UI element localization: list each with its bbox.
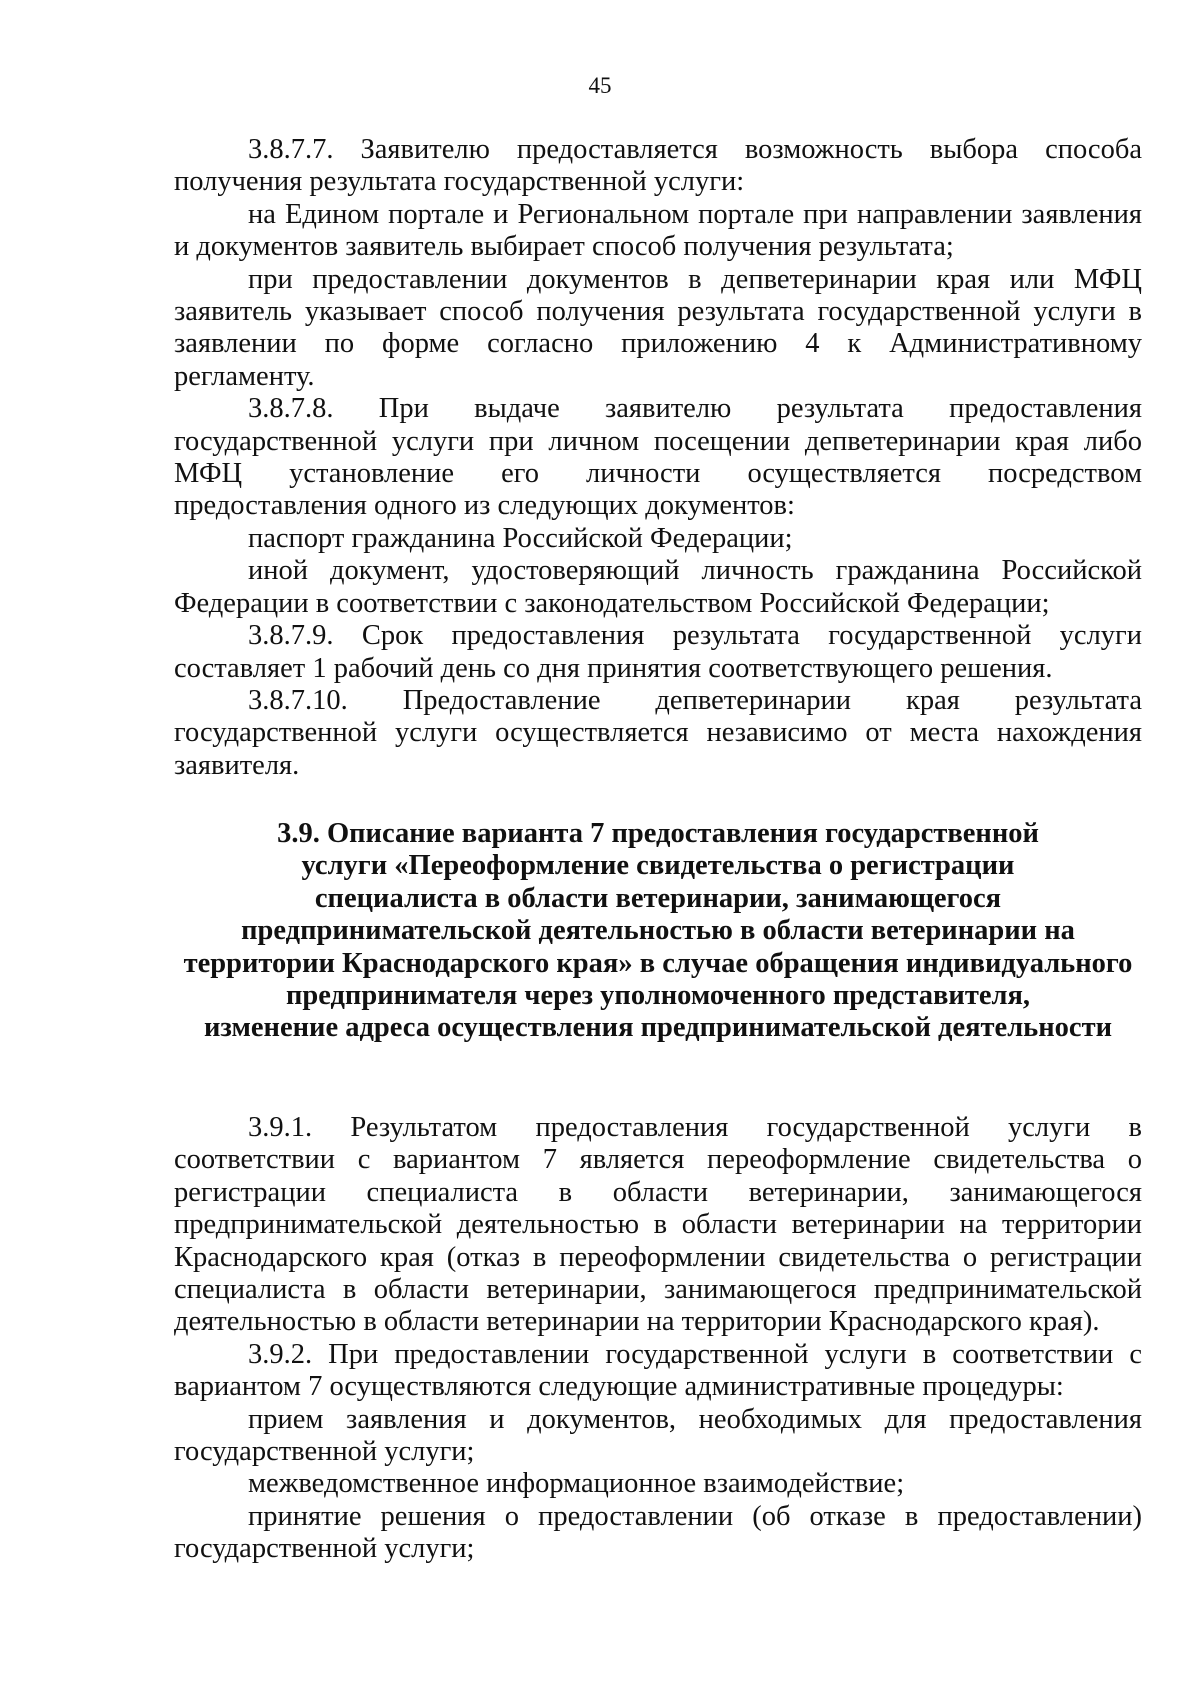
- heading-line: территории Краснодарского края» в случае обращения индивидуального: [183, 947, 1133, 979]
- paragraph-other-document: иной документ, удостоверяющий личность гражданина Российской Федерации в соответствии с законодательством Российской Федерации;: [174, 555, 1142, 619]
- section-3-9-body: [174, 1112, 1142, 1566]
- paragraph-option-mfc: при предоставлении документов в депветеринарии края или МФЦ заявитель указывает способ получения результата государственной услуги в заявлении по форме согласно приложению 4 к Административному регламенту.: [174, 263, 1142, 392]
- heading-line: специалиста в области ветеринарии, занимающегося: [314, 882, 1002, 914]
- paragraph-procedure-interagency: межведомственное информационное взаимодействие;: [248, 1468, 905, 1500]
- paragraph-3-8-7-9: 3.8.7.9. Срок предоставления результата государственной услуги составляет 1 рабочий день со дня принятия соответствующего решения.: [174, 620, 1142, 684]
- paragraph-3-8-7-10: 3.8.7.10. Предоставление депветеринарии края результата государственной услуги осуществляется независимо от места нахождения заявителя.: [174, 684, 1142, 781]
- paragraph-option-portal: на Едином портале и Региональном портале при направлении заявления и документов заявитель выбирает способ получения результата;: [174, 198, 1142, 263]
- heading-line: 3.9. Описание варианта 7 предоставления государственной: [277, 818, 1039, 849]
- section-3-9-heading: [174, 818, 1142, 1045]
- heading-line: услуги «Переоформление свидетельства о регистрации: [301, 850, 1015, 882]
- paragraph-3-9-2: 3.9.2. При предоставлении государственной услуги в соответствии с вариантом 7 осуществляются следующие административные процедуры:: [174, 1338, 1142, 1403]
- heading-line: предпринимателя через уполномоченного представителя,: [285, 980, 1031, 1012]
- paragraph-passport: паспорт гражданина Российской Федерации;: [248, 522, 793, 554]
- paragraph-3-8-7-7: 3.8.7.7. Заявителю предоставляется возможность выбора способа получения результата государственной услуги:: [174, 134, 1142, 198]
- paragraph-procedure-intake: прием заявления и документов, необходимых для предоставления государственной услуги;: [174, 1403, 1142, 1468]
- paragraph-3-8-7-8: 3.8.7.8. При выдаче заявителю результата предоставления государственной услуги при личном посещении депветеринарии края либо МФЦ установление его личности осуществляется посредством предоставления одного из следующих документов:: [174, 393, 1142, 522]
- heading-line: изменение адреса осуществления предпринимательской деятельности: [204, 1012, 1112, 1044]
- heading-line: предпринимательской деятельностью в области ветеринарии на: [241, 915, 1075, 947]
- paragraph-procedure-decision: принятие решения о предоставлении (об отказе в предоставлении) государственной услуги;: [174, 1500, 1142, 1565]
- section-3-8-body: [174, 134, 1142, 782]
- paragraph-3-9-1: 3.9.1. Результатом предоставления государственной услуги в соответствии с вариантом 7 является переоформление свидетельства о регистрации специалиста в области ветеринарии, занимающегося предпринимательской деятельностью в области ветеринарии на территории Краснодарского края (отказ в переоформлении свидетельства о регистрации специалиста в области ветеринарии, занимающегося предпринимательской деятельностью в области ветеринарии на территории Краснодарского края).: [174, 1112, 1142, 1338]
- page-number: 45: [588, 73, 612, 98]
